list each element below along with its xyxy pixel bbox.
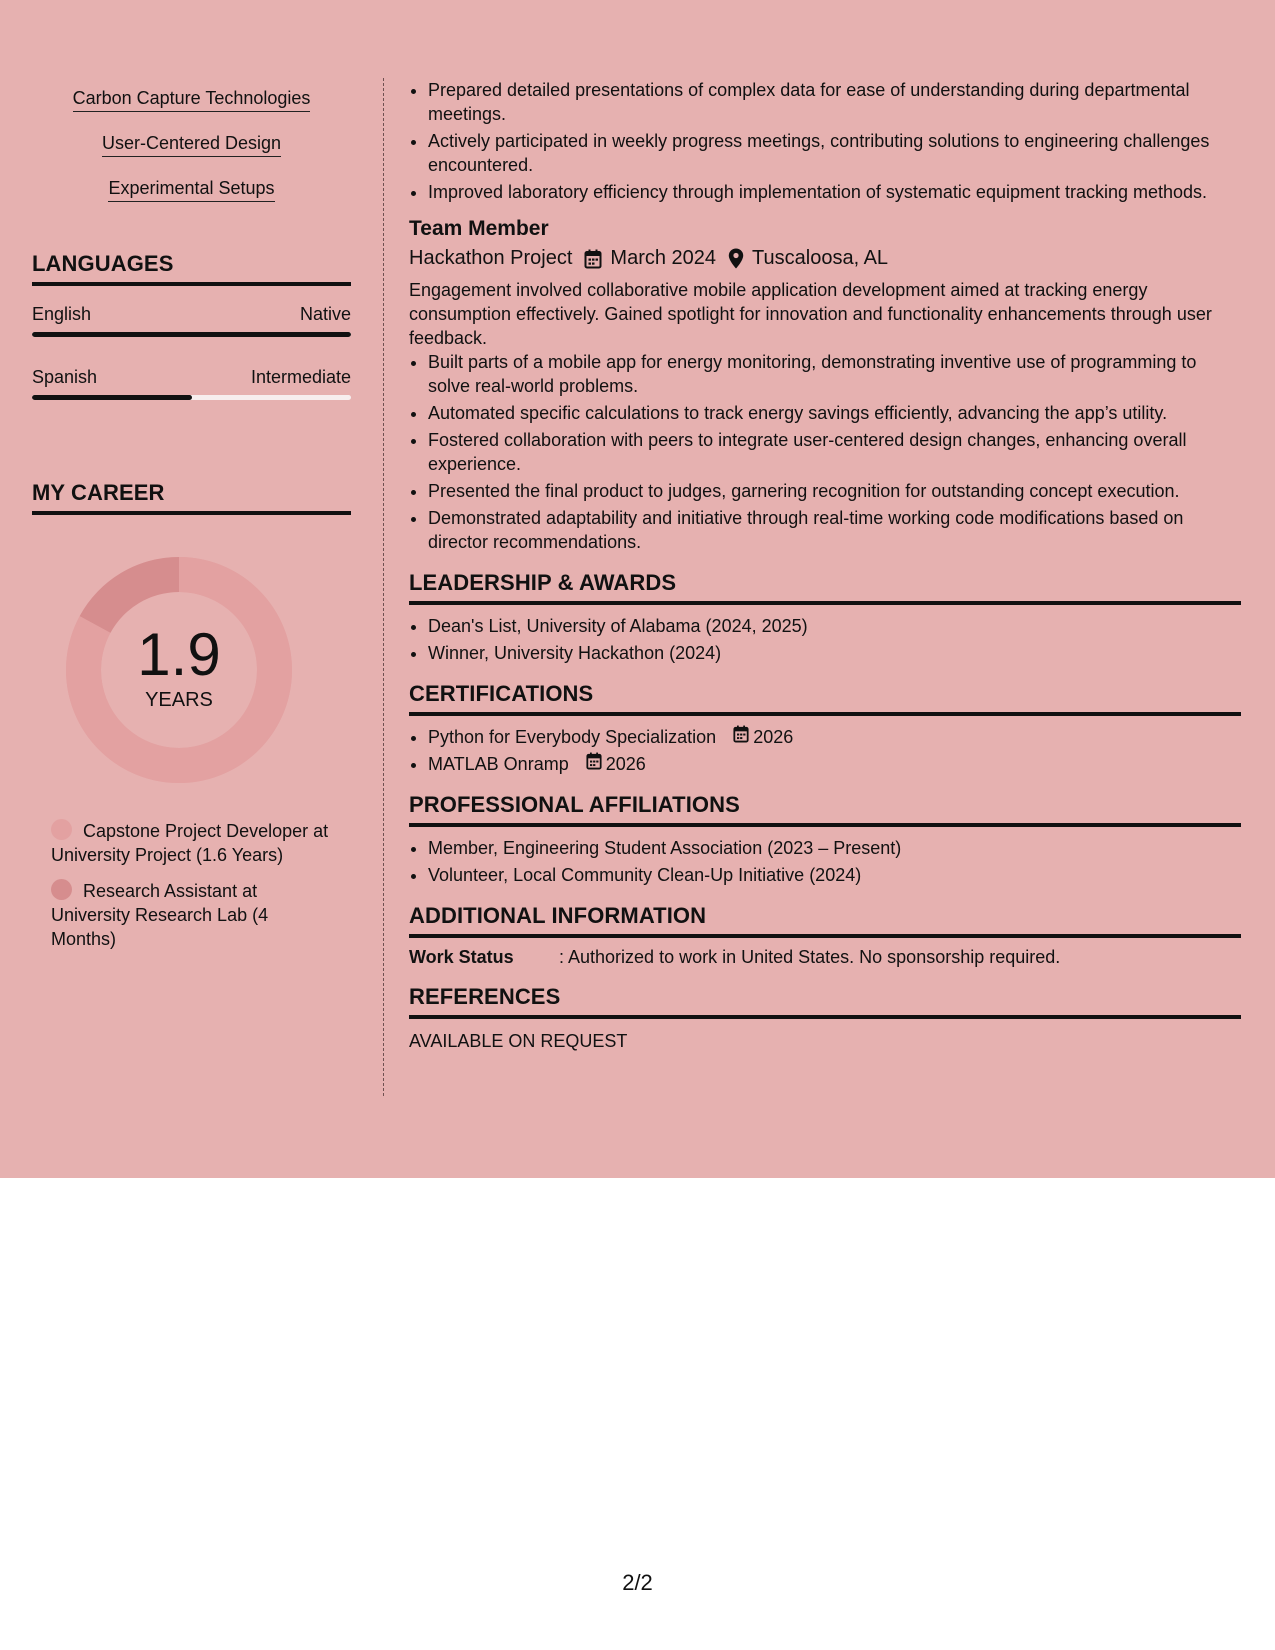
certification-name: MATLAB Onramp (428, 754, 569, 774)
certifications-section (409, 681, 1241, 776)
career-heading: MY CAREER (32, 480, 351, 515)
job-description: Engagement involved collaborative mobile application development aimed at tracking energy consumption effectively. Gained spotlight for innovation and functionality enhancements through user feedback. (409, 280, 1212, 348)
languages-section (32, 251, 351, 400)
legend-item (51, 819, 331, 867)
bullet-item: • Winner, University Hackathon (2024) (428, 641, 1241, 665)
work-status-label: Work Status (409, 947, 514, 967)
languages-heading: LANGUAGES (32, 251, 351, 286)
bullet-item: • Member, Engineering Student Association (2023 – Present) (428, 836, 1241, 860)
calendar-icon (584, 249, 602, 269)
language-level: Intermediate (250, 367, 351, 387)
leadership-heading: LEADERSHIP & AWARDS (409, 570, 1241, 605)
career-donut-chart (66, 557, 292, 783)
skill-tag: Experimental Setups (108, 178, 274, 202)
experience-entry (409, 217, 1241, 554)
job-date: March 2024 (610, 247, 717, 269)
right-column (409, 78, 1241, 1052)
left-column (32, 78, 351, 963)
references-heading: REFERENCES (409, 984, 1241, 1019)
bullet-item: • Prepared detailed presentations of complex data for ease of understanding during departmental meetings. (428, 78, 1241, 126)
career-legend (51, 819, 331, 951)
legend-dot (51, 819, 72, 840)
language-bar (32, 332, 351, 337)
legend-label: Capstone Project Developer at University Project (1.6 Years) (51, 821, 329, 865)
column-divider (383, 78, 384, 1096)
bullet-item: • Actively participated in weekly progress meetings, contributing solutions to engineering challenges encountered. (428, 129, 1241, 177)
language-level: Native (299, 304, 351, 324)
certifications-heading: CERTIFICATIONS (409, 681, 1241, 716)
work-status-row (409, 947, 1241, 968)
references-section (409, 984, 1241, 1052)
certification-item (428, 752, 1241, 776)
additional-info-section (409, 903, 1241, 968)
language-item (32, 367, 351, 400)
career-total-unit: YEARS (145, 689, 213, 711)
certification-year: 2026 (753, 727, 794, 747)
job-bullets (409, 350, 1241, 554)
bullet-item: • Built parts of a mobile app for energy monitoring, demonstrating inventive use of programming to solve real-world problems. (428, 350, 1241, 398)
additional-info-heading: ADDITIONAL INFORMATION (409, 903, 1241, 938)
skill-tag: User-Centered Design (102, 133, 281, 157)
certification-item (428, 725, 1241, 749)
bullet-item: • Fostered collaboration with peers to integrate user-centered design changes, enhancing overall experience. (428, 428, 1241, 476)
certification-year: 2026 (605, 754, 646, 774)
skill-tag: Carbon Capture Technologies (73, 88, 311, 112)
calendar-icon (733, 725, 753, 749)
language-bar (32, 395, 351, 400)
bullet-item: • Dean's List, University of Alabama (2024, 2025) (428, 614, 1241, 638)
job-meta (409, 247, 1241, 270)
language-bar-fill (32, 332, 351, 337)
affiliations-section (409, 792, 1241, 887)
bullet-item: • Automated specific calculations to track energy savings efficiently, advancing the app’s utility. (428, 401, 1241, 425)
legend-item (51, 879, 331, 951)
skills-list (32, 78, 351, 213)
career-total-value: 1.9 (137, 621, 221, 688)
certification-name: Python for Everybody Specialization (428, 727, 717, 747)
legend-label: Research Assistant at University Research Lab (4 Months) (51, 881, 269, 949)
language-name: Spanish (32, 367, 98, 387)
bullet-item: • Presented the final product to judges, garnering recognition for outstanding concept execution. (428, 479, 1241, 503)
job-title: Team Member (409, 217, 549, 240)
experience-continued-bullets (409, 78, 1241, 204)
legend-dot (51, 879, 72, 900)
bullet-item: • Demonstrated adaptability and initiative through real-time working code modifications based on director recommendations. (428, 506, 1241, 554)
language-name: English (32, 304, 92, 324)
language-item (32, 304, 351, 337)
career-section (32, 480, 351, 951)
bullet-item: • Volunteer, Local Community Clean-Up Initiative (2024) (428, 863, 1241, 887)
calendar-icon (586, 752, 606, 776)
affiliations-heading: PROFESSIONAL AFFILIATIONS (409, 792, 1241, 827)
leadership-section (409, 570, 1241, 665)
work-status-value: : Authorized to work in United States. No sponsorship required. (559, 947, 1061, 967)
page-number: 2/2 (622, 1570, 653, 1595)
job-location: Tuscaloosa, AL (752, 247, 889, 269)
language-bar-fill (32, 395, 192, 400)
location-pin-icon (728, 248, 744, 269)
bullet-item: • Improved laboratory efficiency through implementation of systematic equipment tracking methods. (428, 180, 1241, 204)
job-organization: Hackathon Project (409, 247, 573, 269)
references-text: AVAILABLE ON REQUEST (409, 1031, 628, 1051)
